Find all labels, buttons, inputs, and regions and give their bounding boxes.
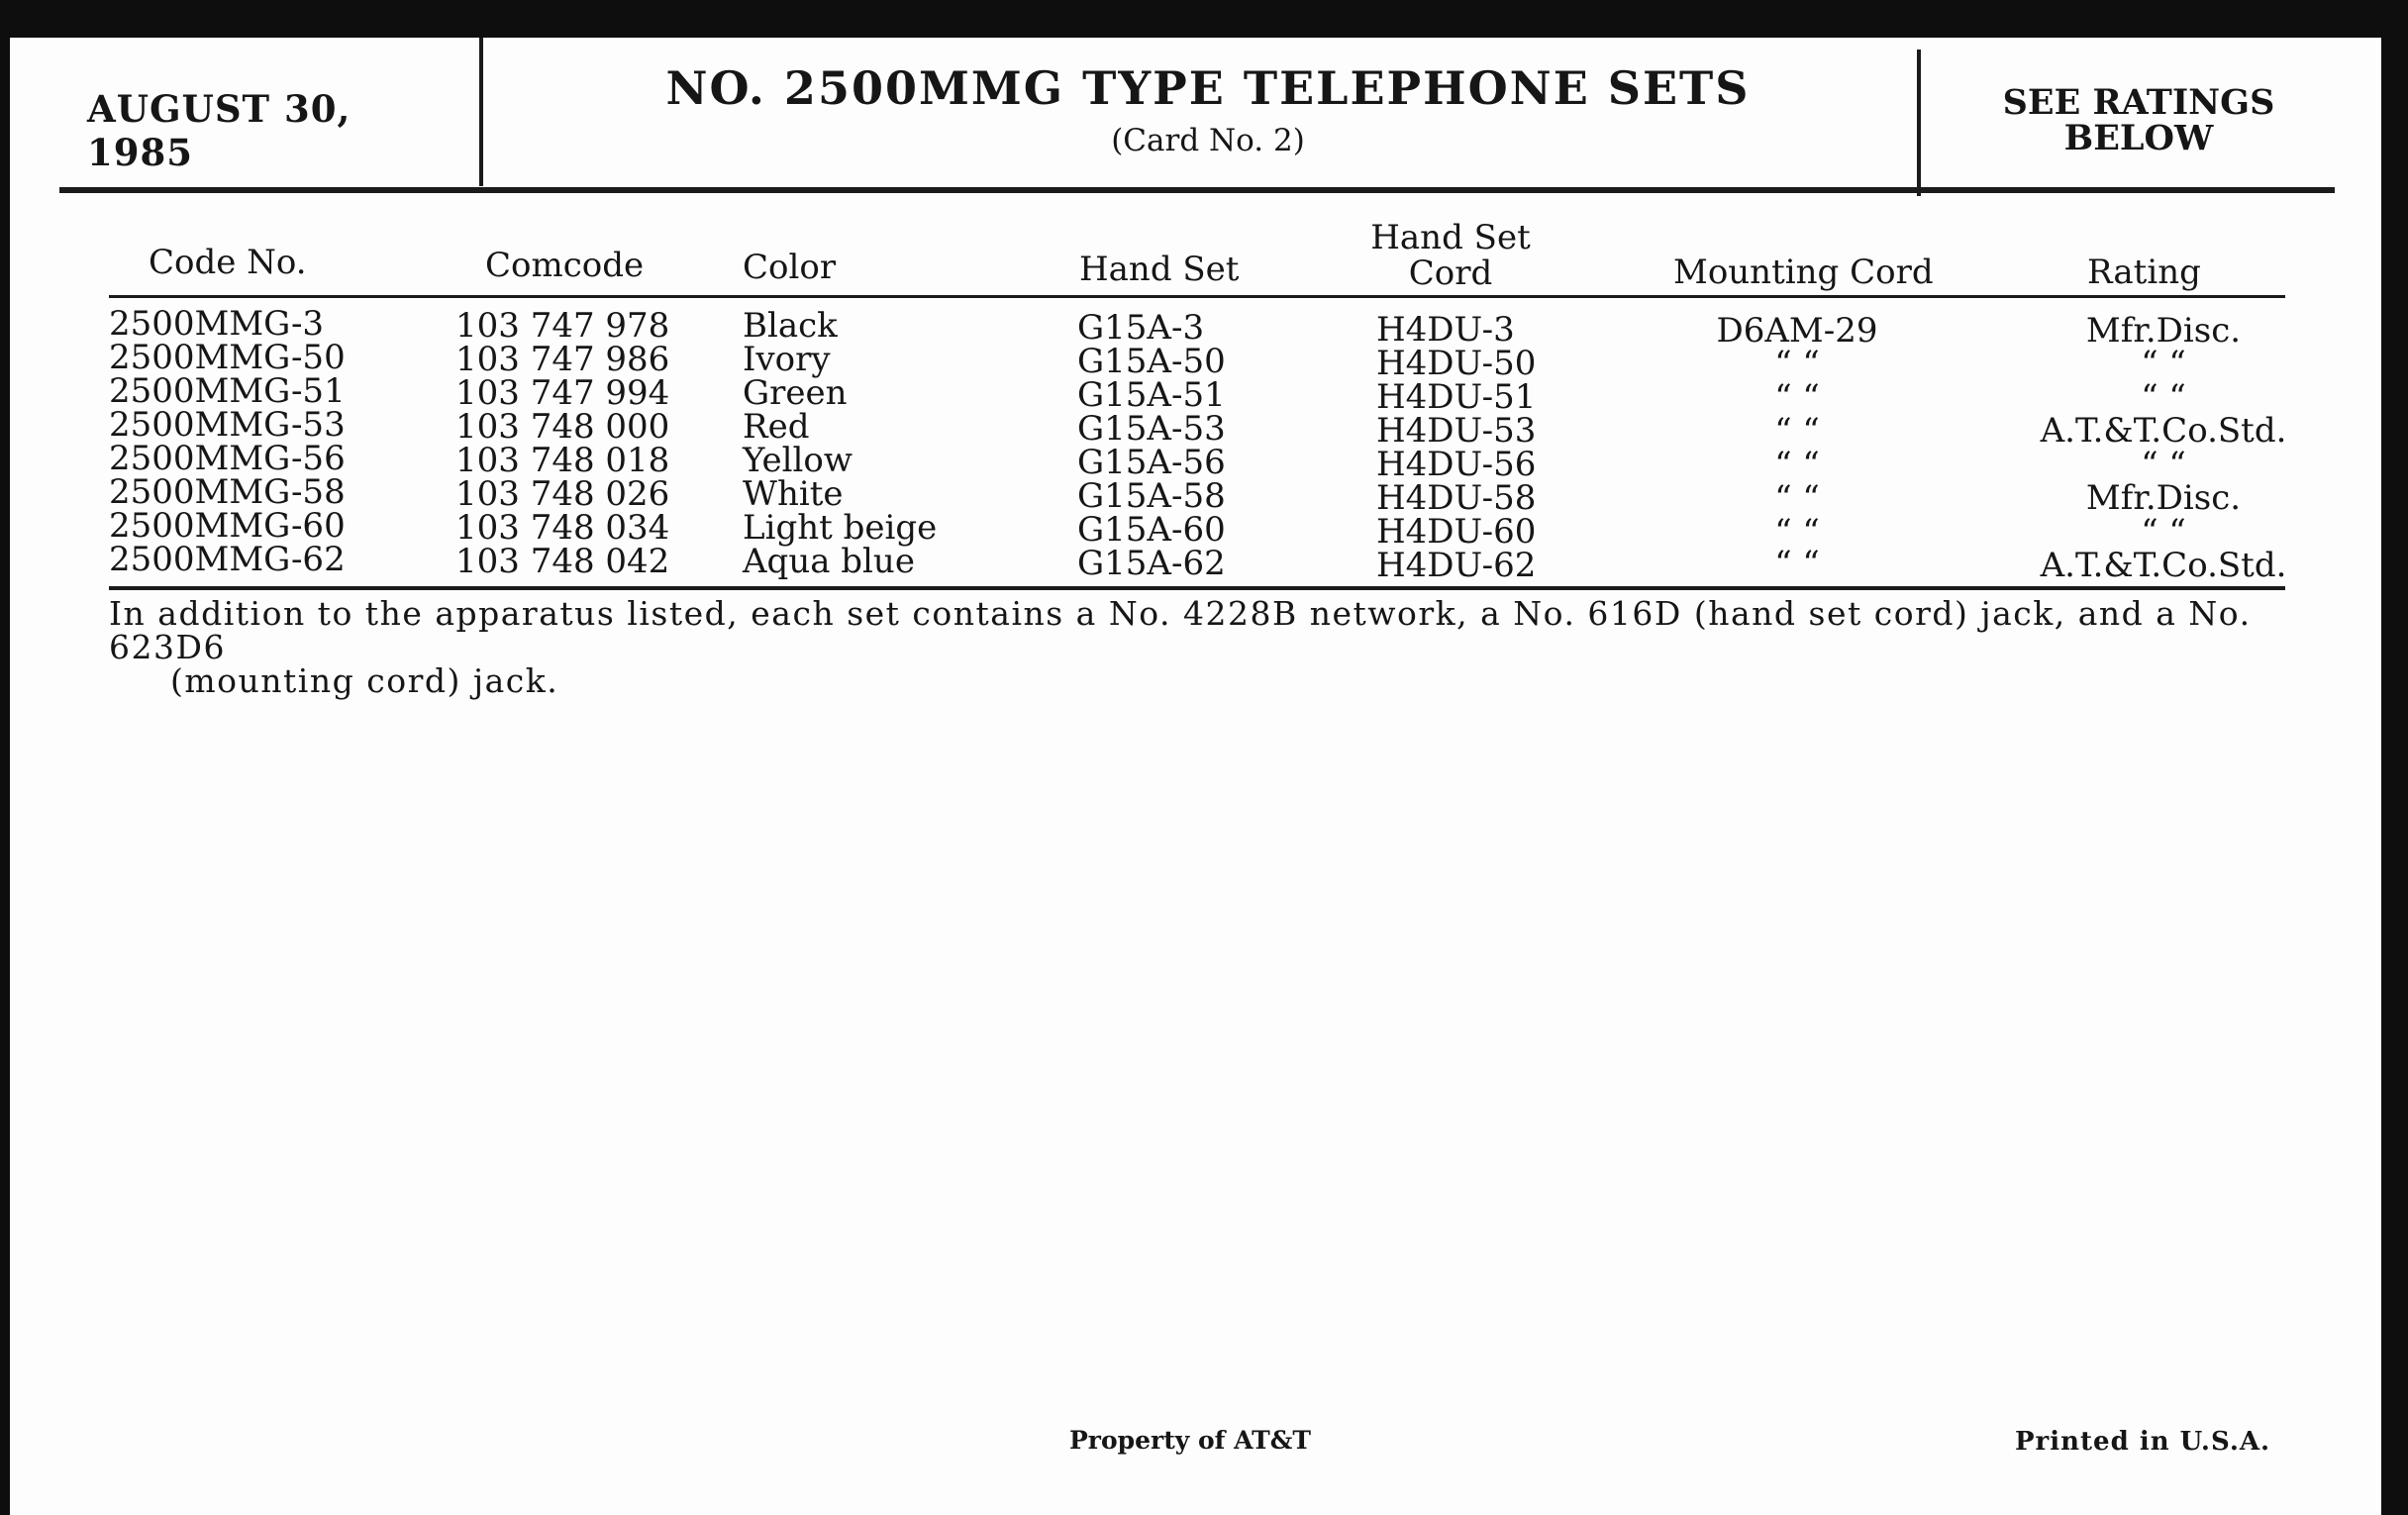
- column-header-hand-set-cord-line2: Cord: [1408, 253, 1493, 293]
- code-cell: 2500MMG-51: [109, 371, 346, 411]
- code-cell: 2500MMG-50: [109, 338, 346, 377]
- mounting-cord-cell: “ “: [1774, 344, 1820, 383]
- page-title: NO. 2500MMG TYPE TELEPHONE SETS: [665, 61, 1751, 115]
- rating-cell: A.T.&T.Co.Std.: [2040, 411, 2287, 451]
- ratings-note-line2: BELOW: [2063, 118, 2214, 158]
- rating-cell: “ “: [2141, 344, 2186, 383]
- hand-set-cord-cell: H4DU-3: [1376, 310, 1515, 350]
- column-header-color: Color: [743, 248, 837, 287]
- scan-border-right: [2381, 0, 2408, 1515]
- hand-set-cord-cell: H4DU-62: [1376, 546, 1537, 585]
- code-cell: 2500MMG-3: [109, 304, 325, 344]
- hand-set-cell: G15A-56: [1077, 443, 1226, 482]
- hand-set-cell: G15A-58: [1077, 476, 1226, 516]
- color-cell: Yellow: [743, 441, 853, 480]
- mounting-cord-cell: “ “: [1774, 445, 1820, 484]
- property-notice: Property of AT&T: [1069, 1426, 1311, 1455]
- comcode-cell: 103 747 986: [455, 340, 670, 379]
- comcode-cell: 103 748 000: [455, 407, 670, 447]
- table-bottom-rule: [109, 586, 2285, 590]
- header-bottom-rule: [59, 187, 2335, 193]
- hand-set-cord-cell: H4DU-53: [1376, 411, 1537, 451]
- hand-set-cell: G15A-51: [1077, 375, 1226, 415]
- column-header-hand-set: Hand Set: [1079, 250, 1240, 289]
- color-cell: Black: [743, 306, 838, 346]
- hand-set-cord-cell: H4DU-60: [1376, 512, 1537, 552]
- hand-set-cord-cell: H4DU-58: [1376, 478, 1537, 518]
- rating-cell: “ “: [2141, 512, 2186, 552]
- hand-set-cell: G15A-53: [1077, 409, 1226, 449]
- column-header-mounting-cord: Mounting Cord: [1673, 252, 1934, 292]
- code-cell: 2500MMG-58: [109, 472, 346, 512]
- mounting-cord-cell: “ “: [1774, 512, 1820, 552]
- apparatus-note-line2: (mounting cord) jack.: [170, 661, 559, 700]
- hand-set-cell: G15A-3: [1077, 308, 1205, 348]
- color-cell: Aqua blue: [743, 542, 915, 581]
- scan-border-top: [0, 0, 2408, 38]
- column-header-code: Code No.: [149, 243, 307, 282]
- apparatus-note-line1: In addition to the apparatus listed, each set contains a No. 4228B network, a No. 616D (hand set cord) jack, and a No. 623D6: [109, 594, 2252, 666]
- rating-cell: “ “: [2141, 377, 2186, 417]
- mounting-cord-cell: “ “: [1774, 478, 1820, 518]
- code-cell: 2500MMG-53: [109, 405, 346, 445]
- card-number: (Card No. 2): [1111, 123, 1305, 158]
- code-cell: 2500MMG-56: [109, 439, 346, 478]
- color-cell: Light beige: [743, 508, 938, 548]
- ratings-note: [1931, 82, 2347, 158]
- column-header-comcode: Comcode: [485, 246, 645, 285]
- comcode-cell: 103 748 026: [455, 474, 670, 514]
- comcode-cell: 103 748 018: [455, 441, 670, 480]
- column-header-hand-set-cord: [1347, 220, 1555, 291]
- hand-set-cord-cell: H4DU-56: [1376, 445, 1537, 484]
- mounting-cord-cell: “ “: [1774, 411, 1820, 451]
- code-cell: 2500MMG-62: [109, 540, 346, 579]
- hand-set-cord-cell: H4DU-50: [1376, 344, 1537, 383]
- printed-notice: Printed in U.S.A.: [2015, 1427, 2271, 1457]
- header-divider-left: [479, 38, 483, 186]
- color-cell: Ivory: [743, 340, 831, 379]
- code-cell: 2500MMG-60: [109, 506, 346, 546]
- column-header-hand-set-cord-line1: Hand Set: [1370, 218, 1531, 257]
- rating-cell: Mfr.Disc.: [2085, 478, 2242, 518]
- comcode-cell: 103 748 042: [455, 542, 670, 581]
- comcode-cell: 103 748 034: [455, 508, 670, 548]
- ratings-note-line1: SEE RATINGS: [2002, 82, 2275, 123]
- rating-cell: A.T.&T.Co.Std.: [2040, 546, 2287, 585]
- mounting-cord-cell: “ “: [1774, 544, 1820, 583]
- rating-cell: “ “: [2141, 445, 2186, 484]
- color-cell: Green: [743, 373, 848, 413]
- table-header-rule: [109, 295, 2285, 298]
- hand-set-cell: G15A-60: [1077, 510, 1226, 550]
- color-cell: White: [743, 474, 844, 514]
- mounting-cord-cell: “ “: [1774, 377, 1820, 417]
- color-cell: Red: [743, 407, 810, 447]
- comcode-cell: 103 747 978: [455, 306, 670, 346]
- hand-set-cell: G15A-62: [1077, 544, 1226, 583]
- mounting-cord-cell: D6AM-29: [1716, 311, 1878, 351]
- rating-cell: Mfr.Disc.: [2085, 311, 2242, 351]
- comcode-cell: 103 747 994: [455, 373, 670, 413]
- hand-set-cell: G15A-50: [1077, 342, 1226, 381]
- hand-set-cord-cell: H4DU-51: [1376, 377, 1537, 417]
- card-date: AUGUST 30, 1985: [87, 87, 351, 174]
- column-header-rating: Rating: [2087, 252, 2201, 292]
- scan-border-left: [0, 0, 10, 1515]
- apparatus-note: [109, 594, 2287, 700]
